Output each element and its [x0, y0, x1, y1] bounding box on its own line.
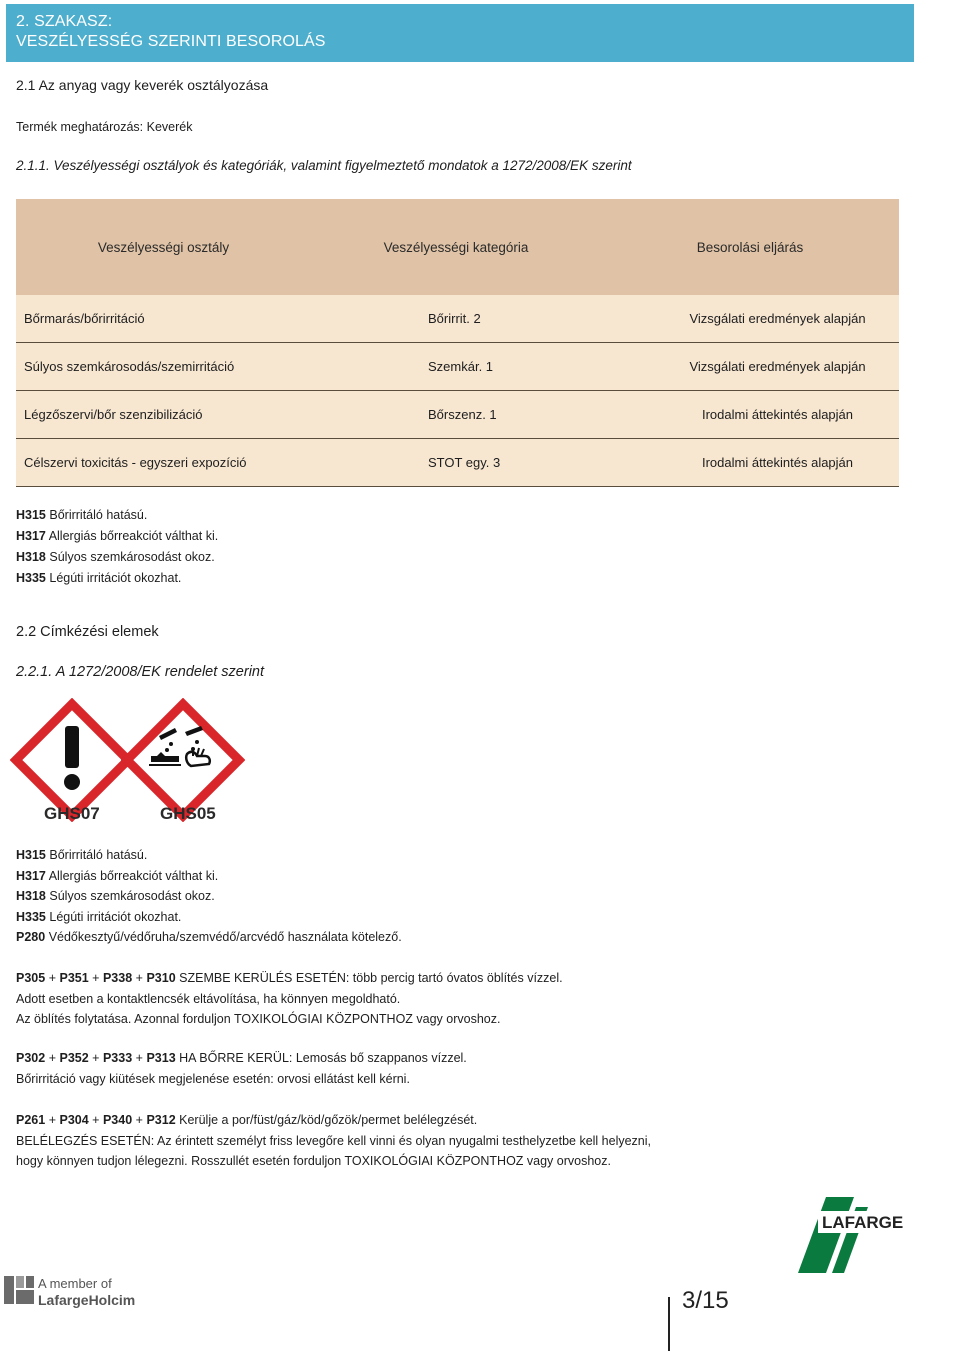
product-definition: Termék meghatározás: Keverék — [16, 120, 193, 134]
p-text: Védőkesztyű/védőruha/szemvédő/arcvédő használata kötelező. — [48, 930, 402, 944]
h-code: H317 — [16, 529, 46, 543]
lafarge-logo — [798, 1197, 922, 1275]
precaution-line: Adott esetben a kontaktlencsék eltávolítása, ha könnyen megoldható. — [16, 991, 401, 1006]
precaution-line — [16, 1110, 651, 1131]
h-code: H315 — [16, 508, 46, 522]
precaution-block-inhalation — [16, 1110, 651, 1172]
h-text: Bőrirritáló hatású. — [49, 848, 148, 862]
table-row — [16, 391, 899, 439]
h-code: H318 — [16, 889, 46, 903]
list-item — [16, 526, 218, 547]
header-classification-procedure: Besorolási eljárás — [696, 239, 804, 255]
plus-sign: + — [135, 971, 143, 985]
precaution-block-skin — [16, 1048, 467, 1089]
precaution-line: hogy könnyen tudjon lélegezni. Rosszullét esetén forduljon TOXIKOLÓGIAI KÖZPONTHOZ vagy orvoshoz. — [16, 1154, 611, 1168]
p-code: P340 — [102, 1113, 133, 1127]
list-item — [16, 907, 402, 928]
header-hazard-category: Veszélyességi kategória — [383, 239, 529, 255]
precaution-line — [16, 1048, 467, 1069]
section-number: 2. SZAKASZ: — [16, 13, 113, 30]
cell-category: Bőrszenz. 1 — [428, 407, 497, 422]
cell-class: Célszervi toxicitás - egyszeri expozíció — [24, 455, 247, 470]
p-code: P351 — [59, 971, 89, 985]
cell-procedure: Vizsgálati eredmények alapján — [689, 311, 866, 326]
hazard-classification-table — [16, 199, 899, 487]
subsection-2-1-1-title: 2.1.1. Veszélyességi osztályok és kategóriák, valamint figyelmeztető mondatok a 1272/2008/EK szerint — [16, 158, 632, 173]
p-code: P304 — [59, 1113, 89, 1127]
lafarge-wordmark: LAFARGE — [822, 1213, 904, 1232]
list-item — [16, 866, 402, 887]
precaution-line: Az öblítés folytatása. Azonnal forduljon TOXIKOLÓGIAI KÖZPONTHOZ vagy orvoshoz. — [16, 1012, 501, 1026]
p-code: P313 — [146, 1051, 176, 1065]
h-text: Súlyos szemkárosodást okoz. — [49, 550, 215, 564]
pictogram-label: GHS05 — [160, 804, 216, 823]
p-text: SZEMBE KERÜLÉS ESETÉN: több percig tartó óvatos öblítés vízzel. — [179, 971, 563, 985]
cell-class: Légzőszervi/bőr szenzibilizáció — [24, 407, 203, 422]
h-code: H318 — [16, 550, 46, 564]
table-row — [16, 439, 899, 487]
page-divider — [668, 1297, 670, 1351]
p-code: P302 — [16, 1051, 46, 1065]
list-item — [16, 568, 218, 589]
p-code: P310 — [146, 971, 176, 985]
p-code: P312 — [146, 1113, 176, 1127]
p-code: P305 — [16, 971, 46, 985]
plus-sign: + — [135, 1051, 143, 1065]
h-text: Légúti irritációt okozhat. — [49, 909, 182, 924]
p-code: P338 — [102, 971, 133, 985]
h-code: H335 — [16, 571, 46, 585]
cell-class: Bőrmarás/bőrirritáció — [24, 311, 145, 326]
list-item — [16, 927, 402, 948]
h-code: H315 — [16, 848, 46, 862]
list-item — [16, 845, 402, 866]
table-row — [16, 343, 899, 391]
subsection-2-2-1-title: 2.2.1. A 1272/2008/EK rendelet szerint — [16, 664, 265, 680]
list-item — [16, 547, 218, 568]
h-text: Légúti irritációt okozhat. — [49, 571, 182, 585]
plus-sign: + — [92, 1051, 100, 1065]
list-item — [16, 886, 402, 907]
precaution-line: Bőrirritáció vagy kiütések megjelenése esetén: orvosi ellátást kell kérni. — [16, 1071, 410, 1086]
page-number: 3/15 — [682, 1287, 729, 1314]
cell-category: Szemkár. 1 — [428, 359, 494, 374]
label-statements-list — [16, 845, 402, 948]
p-code: P352 — [59, 1051, 89, 1065]
h-code: H335 — [16, 909, 46, 924]
cell-category: Bőrirrit. 2 — [428, 311, 481, 326]
hazard-statements-list — [16, 505, 218, 589]
table-header-row — [16, 199, 899, 295]
plus-sign: + — [92, 1113, 100, 1127]
plus-sign: + — [48, 1113, 56, 1127]
p-code: P280 — [16, 930, 46, 944]
cell-procedure: Irodalmi áttekintés alapján — [701, 455, 854, 470]
p-code: P333 — [102, 1051, 133, 1065]
precaution-line: BELÉLEGZÉS ESETÉN: Az érintett személyt friss levegőre kell vinni és olyan nyugalmi testhelyzetbe kell helyezni, — [16, 1133, 652, 1148]
p-text: Kerülje a por/füst/gáz/köd/gőzök/permet belélegzését. — [179, 1113, 478, 1127]
p-text: HA BŐRRE KERÜL: Lemosás bő szappanos vízzel. — [179, 1051, 467, 1065]
cell-category: STOT egy. 3 — [428, 455, 501, 470]
precaution-line — [16, 968, 563, 989]
member-of-text: A member of — [38, 1276, 112, 1291]
plus-sign: + — [135, 1113, 143, 1127]
h-code: H317 — [16, 868, 46, 883]
precaution-block-eye — [16, 968, 563, 1030]
lafargeholcim-logo-icon — [4, 1274, 36, 1306]
h-text: Súlyos szemkárosodást okoz. — [49, 889, 215, 903]
lafargeholcim-text: LafargeHolcim — [38, 1292, 136, 1308]
cell-procedure: Irodalmi áttekintés alapján — [701, 407, 854, 422]
cell-procedure: Vizsgálati eredmények alapján — [689, 359, 866, 374]
section-header — [6, 4, 914, 62]
subsection-2-2-title: 2.2 Címkézési elemek — [16, 624, 159, 640]
list-item — [16, 505, 218, 526]
p-code: P261 — [16, 1113, 46, 1127]
h-text: Allergiás bőrreakciót válthat ki. — [48, 868, 219, 883]
plus-sign: + — [92, 971, 100, 985]
table-row — [16, 295, 899, 343]
h-text: Bőrirritáló hatású. — [49, 508, 148, 522]
plus-sign: + — [48, 971, 56, 985]
h-text: Allergiás bőrreakciót válthat ki. — [48, 529, 219, 543]
pictogram-label: GHS07 — [44, 804, 100, 823]
subsection-2-1-title: 2.1 Az anyag vagy keverék osztályozása — [16, 77, 269, 93]
cell-class: Súlyos szemkárosodás/szemirritáció — [24, 359, 235, 374]
section-title: VESZÉLYESSÉG SZERINTI BESOROLÁS — [16, 33, 326, 50]
header-hazard-class: Veszélyességi osztály — [97, 239, 230, 255]
plus-sign: + — [48, 1051, 56, 1065]
